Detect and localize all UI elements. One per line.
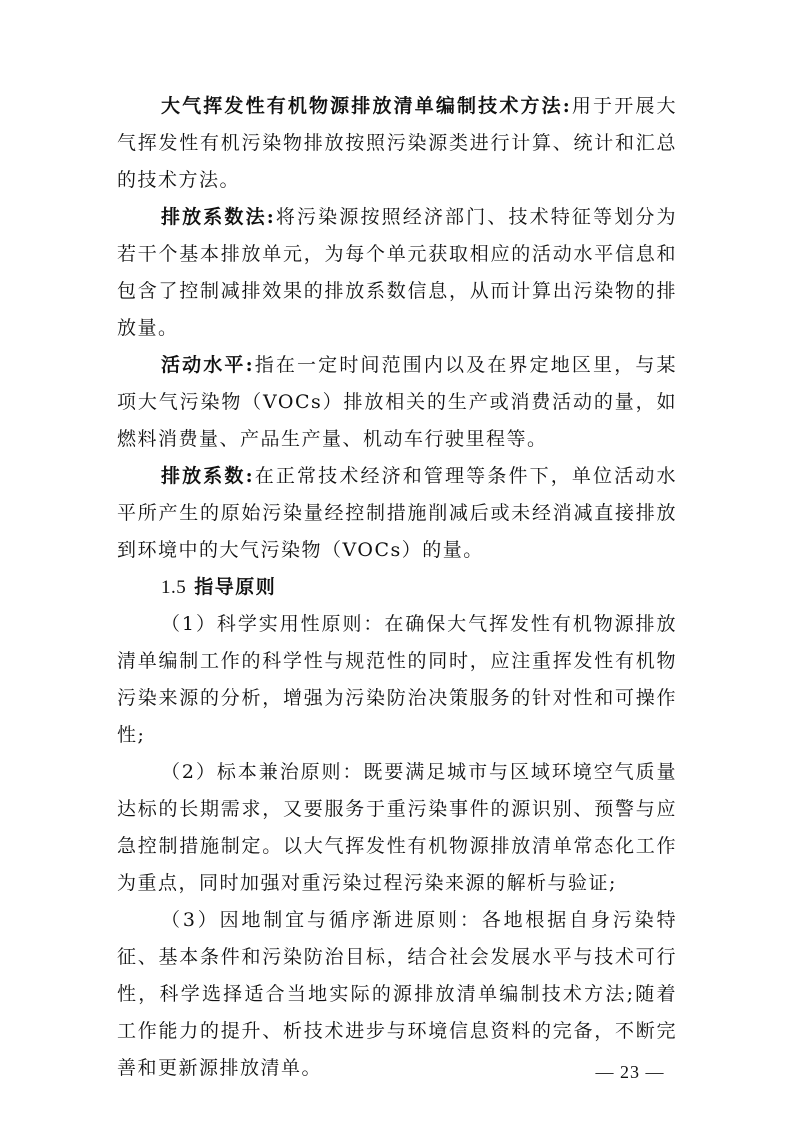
definition-paragraph — [117, 347, 677, 458]
definition-text: 在正常技术经济和管理等条件下，单位活动水平所产生的原始污染量经控制措施削减后或未经消减直接排放到环境中的大气污染物（VOCs）的量。 — [117, 465, 677, 561]
section-number: 1.5 — [161, 577, 187, 598]
section-heading — [117, 569, 677, 606]
definition-term: 排放系数: — [161, 465, 255, 487]
definition-paragraph — [117, 199, 677, 347]
page-content — [117, 88, 677, 1087]
principle-paragraph: （2）标本兼治原则：既要满足城市与区域环境空气质量达标的长期需求，又要服务于重污染事件的源识别、预警与应急控制措施制定。以大气挥发性有机物源排放清单常态化工作为重点，同时加强对重污染过程污染来源的解析与验证; — [117, 761, 677, 894]
definition-term: 大气挥发性有机物源排放清单编制技术方法: — [161, 95, 572, 117]
section-title: 指导原则 — [194, 576, 277, 598]
definition-text: 指在一定时间范围内以及在界定地区里，与某项大气污染物（VOCs）排放相关的生产或消费活动的量，如燃料消费量、产品生产量、机动车行驶里程等。 — [117, 354, 677, 450]
definition-term: 排放系数法: — [161, 206, 276, 228]
definition-paragraph — [117, 458, 677, 569]
definition-term: 活动水平: — [161, 354, 255, 376]
principle-paragraph: （1）科学实用性原则：在确保大气挥发性有机物源排放清单编制工作的科学性与规范性的同时，应注重挥发性有机物污染来源的分析，增强为污染防治决策服务的针对性和可操作性; — [117, 613, 677, 746]
definition-text: 用于开展大气挥发性有机污染物排放按照污染源类进行计算、统计和汇总的技术方法。 — [117, 95, 677, 191]
page-number: — 23 — — [595, 1062, 665, 1082]
definition-paragraph — [117, 88, 677, 199]
principle-paragraph: （3）因地制宜与循序渐进原则：各地根据自身污染特征、基本条件和污染防治目标，结合社会发展水平与技术可行性，科学选择适合当地实际的源排放清单编制技术方法;随着工作能力的提升、析技术进步与环境信息资料的完备，不断完善和更新源排放清单。 — [117, 909, 677, 1079]
definition-text: 将污染源按照经济部门、技术特征等划分为若干个基本排放单元，为每个单元获取相应的活动水平信息和包含了控制减排效果的排放系数信息，从而计算出污染物的排放量。 — [117, 206, 677, 339]
